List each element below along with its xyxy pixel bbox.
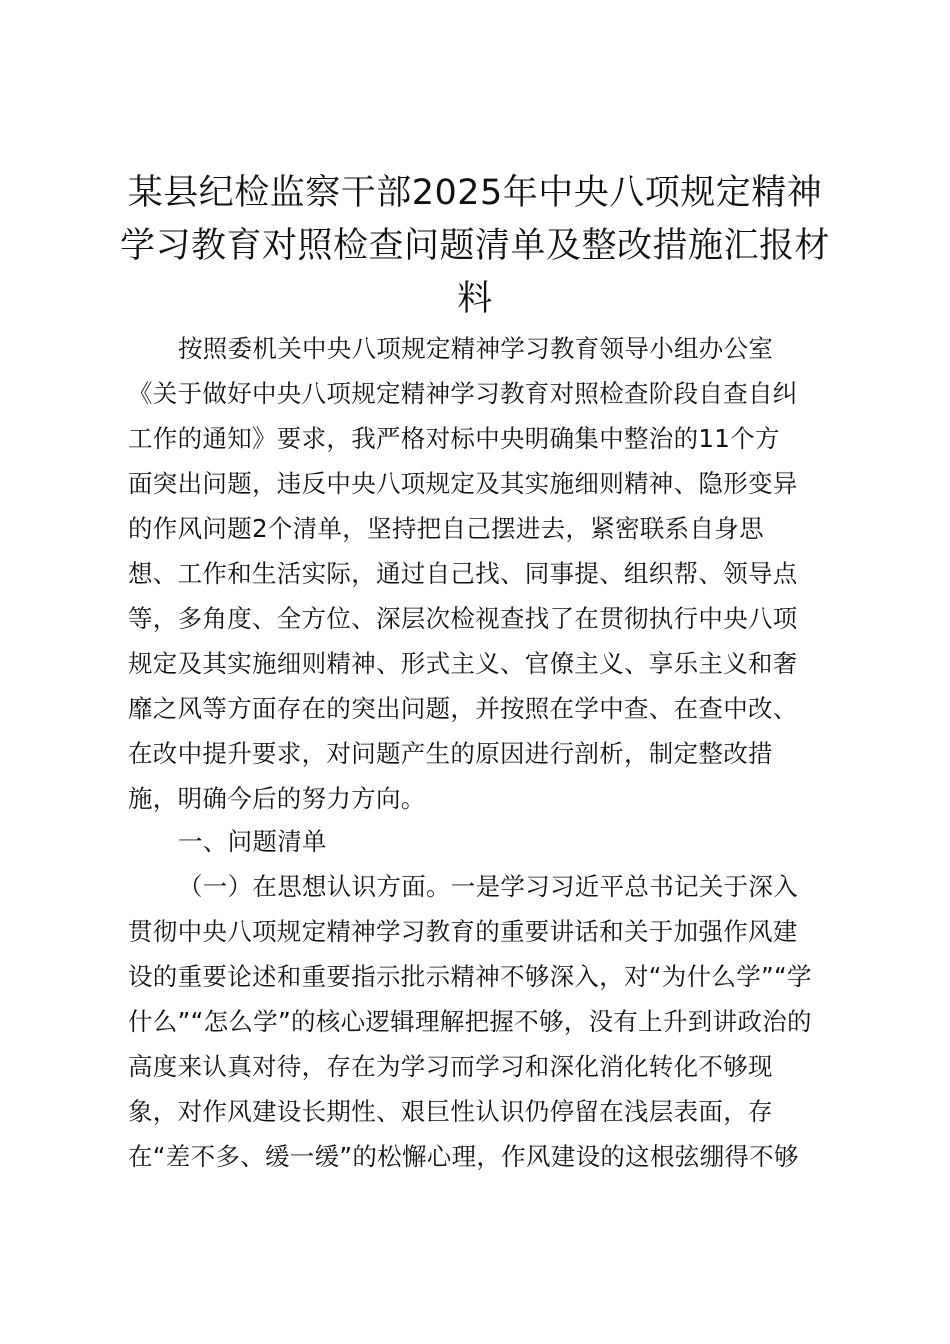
intro-line: 想、工作和生活实际，通过自己找、同事提、组织帮、领导点: [128, 559, 798, 588]
section-line: 在“差不多、缓一缓”的松懈心理，作风建设的这根弦绷得不够: [128, 1142, 799, 1171]
intro-line: 面突出问题，违反中央八项规定及其实施细则精神、隐形变异: [128, 469, 798, 498]
intro-line: 《关于做好中央八项规定精神学习教育对照检查阶段自查自纠: [128, 379, 798, 408]
intro-line: 在改中提升要求，对问题产生的原因进行剖析，制定整改措: [128, 739, 773, 768]
intro-line: 的作风问题2个清单，坚持把自己摆进去，紧密联系自身思: [128, 514, 764, 543]
section-line: 高度来认真对待，存在为学习而学习和深化消化转化不够现: [128, 1052, 773, 1081]
intro-line: 规定及其实施细则精神、形式主义、官僚主义、享乐主义和奢: [128, 649, 798, 678]
section-line: 设的重要论述和重要指示批示精神不够深入，对“为什么学”“学: [128, 962, 812, 991]
section-line: 贯彻中央八项规定精神学习教育的重要讲话和关于加强作风建: [128, 917, 798, 946]
intro-line: 靡之风等方面存在的突出问题，并按照在学中查、在查中改、: [128, 694, 798, 723]
intro-line: 工作的通知》要求，我严格对标中央明确集中整治的11个方: [128, 424, 780, 453]
document-title-line-1: 某县纪检监察干部2025年中央八项规定精神: [127, 173, 823, 213]
intro-line: 施，明确今后的努力方向。: [128, 784, 426, 813]
section-line: 什么”“怎么学”的核心逻辑理解把握不够，没有上升到讲政治的: [128, 1007, 812, 1036]
section-heading: 一、问题清单: [178, 827, 327, 856]
section-line: （一）在思想认识方面。一是学习习近平总书记关于深入: [178, 872, 798, 901]
intro-line: 等，多角度、全方位、深层次检视查找了在贯彻执行中央八项: [128, 604, 798, 633]
intro-line: 按照委机关中央八项规定精神学习教育领导小组办公室: [178, 334, 774, 363]
document-title-line-3: 料: [457, 279, 493, 319]
document-title-line-2: 学习教育对照检查问题清单及整改措施汇报材: [119, 226, 830, 266]
section-line: 象，对作风建设长期性、艰巨性认识仍停留在浅层表面，存: [128, 1097, 773, 1126]
